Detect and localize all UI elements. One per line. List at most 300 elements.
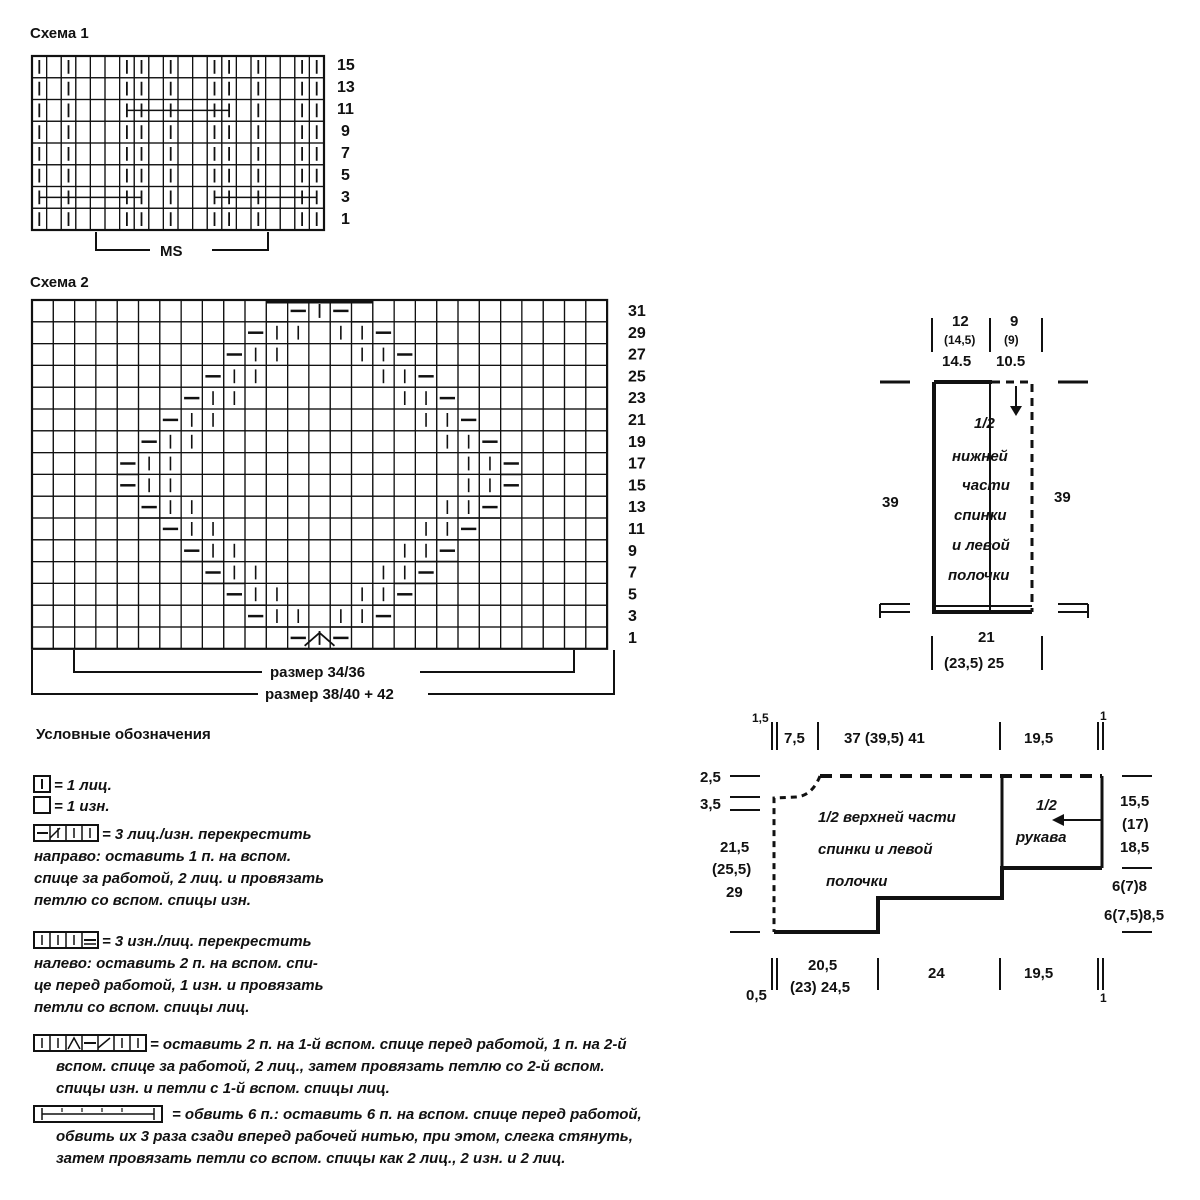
legend-cross-left-line1: = 3 изн./лиц. перекрестить [102,933,312,950]
legend-heading: Условные обозначения [36,726,211,743]
cross-left-symbol-icon [34,932,98,948]
grid-cell [330,387,351,409]
grid-cell [543,300,564,322]
grid-cell [352,496,373,518]
grid-cell [565,431,586,453]
grid-cell [373,518,394,540]
grid-cell [53,562,74,584]
scheme2-row-label: 15 [628,477,646,495]
legend-double-cross-line3: спицы изн. и петли с 1-й вспом. спицы лиц. [56,1080,390,1097]
grid-cell [543,518,564,540]
grid-cell [501,583,522,605]
grid-cell [437,365,458,387]
grid-cell [160,344,181,366]
grid-cell [202,583,223,605]
grid-cell [245,409,266,431]
grid-cell [565,496,586,518]
grid-cell [586,409,607,431]
sleeve-label-line: 1/2 [1036,797,1057,814]
scheme1-title: Схема 1 [30,25,89,42]
grid-cell [139,605,160,627]
grid-cell [76,78,91,100]
grid-cell [96,496,117,518]
scheme2-row-label: 23 [628,390,646,408]
legend-cross-left-line4: петли со вспом. спицы лиц. [34,999,250,1016]
grid-cell [543,605,564,627]
grid-cell [501,431,522,453]
grid-cell [90,208,105,230]
scheme2-row-label: 9 [628,542,637,560]
grid-cell [394,605,415,627]
grid-cell [501,387,522,409]
grid-cell [96,562,117,584]
grid-cell [373,453,394,475]
grid-cell [565,540,586,562]
grid-cell [352,431,373,453]
scheme2-row-label: 25 [628,368,646,386]
grid-cell [586,453,607,475]
grid-cell [32,387,53,409]
grid-cell [105,78,120,100]
grid-cell [96,387,117,409]
grid-cell [479,409,500,431]
grid-cell [522,518,543,540]
grid-cell [53,583,74,605]
grid-cell [437,605,458,627]
legend-wrap-line1: = обвить 6 п.: оставить 6 п. на вспом. спице перед работой, [172,1106,642,1123]
upper-piece-schematic [700,709,1164,1005]
grid-cell [224,322,245,344]
legend-cross-left-line2: налево: оставить 2 п. на вспом. спи- [34,955,318,972]
grid-cell [280,143,295,165]
grid-cell [479,387,500,409]
grid-cell [90,143,105,165]
grid-cell [280,100,295,122]
grid-cell [32,431,53,453]
grid-cell [522,583,543,605]
upper-top-1: 7,5 [784,730,805,747]
grid-cell [373,409,394,431]
grid-cell [522,387,543,409]
lower-top-left: 12 [952,313,969,330]
grid-cell [149,143,164,165]
grid-cell [178,165,193,187]
grid-cell [373,474,394,496]
grid-cell [224,605,245,627]
grid-cell [160,605,181,627]
upper-bottom-right-small: 1 [1100,991,1107,1005]
grid-cell [32,300,53,322]
grid-cell [117,605,138,627]
grid-cell [96,605,117,627]
grid-cell [266,56,281,78]
grid-cell [96,583,117,605]
grid-cell [139,322,160,344]
upper-right-5: 6(7,5)8,5 [1104,907,1165,924]
grid-cell [373,431,394,453]
grid-cell [586,518,607,540]
scheme1-row-label: 9 [341,123,350,140]
grid-cell [522,562,543,584]
grid-cell [224,431,245,453]
grid-cell [117,300,138,322]
grid-cell [236,121,251,143]
grid-cell [501,365,522,387]
grid-cell [53,431,74,453]
grid-cell [32,453,53,475]
grid-cell [96,474,117,496]
grid-cell [53,453,74,475]
grid-cell [75,453,96,475]
grid-cell [479,518,500,540]
lower-label-line: спинки [954,507,1007,524]
legend-cross-right-line2: направо: оставить 1 п. на вспом. [34,848,292,865]
grid-cell [330,409,351,431]
grid-cell [160,562,181,584]
grid-cell [543,474,564,496]
grid-cell [224,518,245,540]
scheme2-size-brackets [32,650,614,703]
grid-cell [75,344,96,366]
grid-cell [309,583,330,605]
grid-cell [149,187,164,209]
grid-cell [75,322,96,344]
upper-bottom-2: (23) 24,5 [790,979,851,996]
grid-cell [522,627,543,649]
grid-cell [586,322,607,344]
grid-cell [565,387,586,409]
grid-cell [181,562,202,584]
grid-cell [178,187,193,209]
grid-cell [105,100,120,122]
grid-cell [53,518,74,540]
grid-cell [149,56,164,78]
scheme1-row-label: 7 [341,145,350,162]
grid-cell [522,496,543,518]
grid-cell [117,387,138,409]
upper-top-right-small: 1 [1100,709,1107,723]
grid-cell [117,344,138,366]
upper-right-4: 6(7)8 [1112,878,1148,895]
grid-cell [330,540,351,562]
grid-cell [415,474,436,496]
grid-cell [330,453,351,475]
grid-cell [522,474,543,496]
grid-cell [266,627,287,649]
legend-knit [34,776,112,794]
wrap-symbol-icon [34,1106,162,1122]
grid-cell [105,121,120,143]
grid-cell [181,300,202,322]
grid-cell [53,474,74,496]
grid-cell [90,121,105,143]
grid-cell [280,56,295,78]
grid-cell [117,365,138,387]
grid-cell [178,143,193,165]
grid-cell [96,453,117,475]
grid-cell [288,562,309,584]
grid-cell [96,409,117,431]
grid-cell [288,387,309,409]
grid-cell [47,100,62,122]
grid-cell [266,518,287,540]
grid-cell [139,365,160,387]
grid-cell [245,496,266,518]
grid-cell [543,562,564,584]
grid-cell [415,322,436,344]
grid-cell [458,583,479,605]
grid-cell [501,322,522,344]
grid-cell [458,300,479,322]
grid-cell [47,78,62,100]
grid-cell [309,365,330,387]
grid-cell [181,627,202,649]
upper-top-2: 37 (39,5) 41 [844,730,925,747]
legend-knit-text: = 1 лиц. [54,777,112,794]
scheme1-row-labels [337,57,355,228]
grid-cell [181,344,202,366]
grid-cell [330,518,351,540]
grid-cell [565,605,586,627]
scheme2-row-labels [628,303,646,647]
grid-cell [32,540,53,562]
upper-left-1: 2,5 [700,769,721,786]
grid-cell [565,322,586,344]
scheme1-row-label: 3 [341,189,350,206]
grid-cell [543,496,564,518]
size-label-38-40-42: размер 38/40 + 42 [265,686,394,703]
grid-cell [522,322,543,344]
grid-cell [394,431,415,453]
legend-cross-left-line3: це перед работой, 1 изн. и провязать [34,977,324,994]
scheme1-row-label: 15 [337,57,355,74]
grid-cell [236,208,251,230]
grid-cell [32,583,53,605]
grid-cell [75,409,96,431]
lower-label-line: 1/2 [974,415,995,432]
grid-cell [543,387,564,409]
grid-cell [586,474,607,496]
legend-purl [34,797,109,815]
grid-cell [75,605,96,627]
grid-cell [75,431,96,453]
grid-cell [117,627,138,649]
grid-cell [53,387,74,409]
grid-cell [586,583,607,605]
grid-cell [458,365,479,387]
grid-cell [479,540,500,562]
grid-cell [75,518,96,540]
grid-cell [266,143,281,165]
grid-cell [458,387,479,409]
scheme2-row-label: 29 [628,324,646,342]
grid-cell [330,583,351,605]
grid-cell [224,496,245,518]
grid-cell [288,518,309,540]
grid-cell [522,344,543,366]
grid-cell [479,627,500,649]
grid-cell [522,431,543,453]
grid-cell [202,453,223,475]
grid-cell [373,496,394,518]
grid-cell [309,518,330,540]
grid-cell [96,627,117,649]
grid-cell [501,300,522,322]
grid-cell [224,627,245,649]
grid-cell [309,496,330,518]
grid-cell [437,474,458,496]
grid-cell [76,165,91,187]
lower-top-right-2: 10.5 [996,353,1026,370]
grid-cell [266,474,287,496]
grid-cell [415,583,436,605]
grid-cell [245,474,266,496]
scheme1-row-label: 11 [337,101,354,118]
grid-cell [53,300,74,322]
grid-cell [565,409,586,431]
grid-cell [75,387,96,409]
grid-cell [266,562,287,584]
grid-cell [586,562,607,584]
grid-cell [543,344,564,366]
scheme2-row-label: 11 [628,521,645,538]
legend-cross-left [34,932,324,1016]
grid-cell [236,78,251,100]
lower-top-right: 9 [1010,313,1019,330]
grid-cell [193,143,208,165]
grid-cell [32,605,53,627]
grid-cell [288,344,309,366]
grid-cell [394,300,415,322]
grid-cell [458,605,479,627]
lower-top-right-alt: (9) [1004,333,1019,347]
grid-cell [501,344,522,366]
grid-cell [266,208,281,230]
grid-cell [139,583,160,605]
grid-cell [352,365,373,387]
grid-cell [105,165,120,187]
grid-cell [437,583,458,605]
scheme2-row-label: 13 [628,499,646,517]
grid-cell [149,78,164,100]
grid-cell [181,322,202,344]
grid-cell [224,409,245,431]
grid-cell [160,583,181,605]
upper-label-line: спинки и левой [818,841,933,858]
grid-cell [501,627,522,649]
grid-cell [160,387,181,409]
lower-label-line: полочки [948,567,1010,584]
grid-cell [543,322,564,344]
grid-cell [586,540,607,562]
grid-cell [266,365,287,387]
grid-cell [309,431,330,453]
grid-cell [266,78,281,100]
grid-cell [245,627,266,649]
grid-cell [117,518,138,540]
grid-cell [586,344,607,366]
grid-cell [330,431,351,453]
grid-cell [90,78,105,100]
grid-cell [565,583,586,605]
legend-wrap-line2: обвить их 3 раза сзади вперед рабочей нитью, при этом, слегка стянуть, [56,1128,633,1145]
grid-cell [75,583,96,605]
grid-cell [47,143,62,165]
grid-cell [352,387,373,409]
grid-cell [53,540,74,562]
grid-cell [309,322,330,344]
grid-cell [565,562,586,584]
sleeve-label-line: рукава [1016,829,1067,846]
grid-cell [479,300,500,322]
cross-right-symbol-icon [34,825,98,841]
grid-cell [245,387,266,409]
grid-cell [53,605,74,627]
grid-cell [181,474,202,496]
grid-cell [543,540,564,562]
grid-cell [415,300,436,322]
grid-cell [352,453,373,475]
grid-cell [543,409,564,431]
grid-cell [415,605,436,627]
scheme2-row-label: 5 [628,586,637,604]
grid-cell [224,474,245,496]
legend-wrap [34,1106,642,1167]
grid-cell [75,365,96,387]
grid-cell [309,562,330,584]
grid-cell [96,344,117,366]
legend-cross-right-line4: петлю со вспом. спицы изн. [34,892,251,909]
grid-cell [105,208,120,230]
grid-cell [415,431,436,453]
grid-cell [352,518,373,540]
grid-cell [437,453,458,475]
upper-bottom-1: 20,5 [808,957,838,974]
grid-cell [522,365,543,387]
grid-cell [522,453,543,475]
lower-height-right: 39 [1054,489,1071,506]
grid-cell [266,453,287,475]
grid-cell [53,496,74,518]
grid-cell [309,453,330,475]
grid-cell [202,627,223,649]
grid-cell [32,518,53,540]
grid-cell [394,474,415,496]
grid-cell [139,387,160,409]
grid-cell [202,605,223,627]
grid-cell [266,165,281,187]
grid-cell [47,165,62,187]
grid-cell [586,496,607,518]
grid-cell [76,143,91,165]
grid-cell [266,496,287,518]
grid-cell [288,409,309,431]
grid-cell [53,409,74,431]
grid-cell [309,540,330,562]
grid-cell [266,121,281,143]
grid-cell [586,627,607,649]
grid-cell [352,409,373,431]
scheme2-row-label: 1 [628,630,637,647]
grid-cell [458,627,479,649]
grid-cell [90,165,105,187]
grid-cell [117,583,138,605]
grid-cell [437,627,458,649]
grid-cell [139,518,160,540]
grid-cell [415,344,436,366]
grid-cell [565,453,586,475]
grid-cell [160,365,181,387]
